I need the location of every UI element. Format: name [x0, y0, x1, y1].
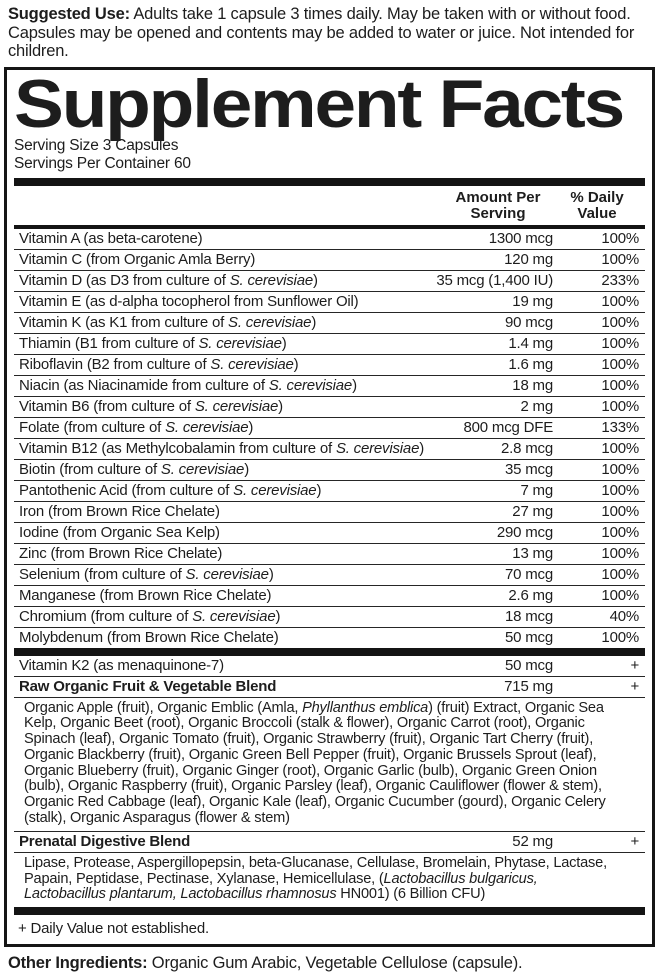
nutrient-daily-value: 100% — [601, 628, 639, 646]
nutrient-daily-value: 100% — [601, 439, 639, 457]
nutrient-row-vitamin-e — [14, 291, 645, 312]
thick-divider-bottom — [14, 907, 645, 915]
panel-title: Supplement Facts — [14, 65, 624, 142]
nutrient-row-zinc — [14, 543, 645, 564]
nutrient-daily-value: 100% — [601, 565, 639, 583]
thick-divider-middle — [14, 648, 645, 656]
nutrient-name: Vitamin D (as D3 from culture of S. cerevisiae) — [19, 271, 318, 289]
nutrient-amount: 2.8 mcg — [501, 439, 553, 457]
blend-row-fruit-vegetable — [14, 676, 645, 697]
nutrient-name: Vitamin B6 (from culture of S. cerevisiae) — [19, 397, 283, 415]
nutrient-amount: 1.6 mg — [508, 355, 553, 373]
daily-value-footnote: + Daily Value not established. — [18, 920, 209, 938]
nutrient-daily-value: 100% — [601, 313, 639, 331]
nutrient-amount: 35 mcg — [505, 460, 553, 478]
nutrient-amount: 18 mcg — [505, 607, 553, 625]
nutrient-row-biotin — [14, 459, 645, 480]
nutrient-daily-value: 100% — [601, 481, 639, 499]
nutrient-amount: 800 mcg DFE — [463, 418, 553, 436]
nutrient-amount: 35 mcg (1,400 IU) — [436, 271, 553, 289]
nutrient-daily-value: 100% — [601, 229, 639, 247]
nutrient-name: Thiamin (B1 from culture of S. cerevisiae) — [19, 334, 287, 352]
nutrient-daily-value: 100% — [601, 523, 639, 541]
blend-daily-value: + — [630, 677, 639, 695]
column-header-row — [14, 186, 645, 225]
nutrient-amount: 1.4 mg — [508, 334, 553, 352]
nutrient-daily-value: 100% — [601, 586, 639, 604]
nutrient-name: Iron (from Brown Rice Chelate) — [19, 502, 220, 520]
nutrient-name: Chromium (from culture of S. cerevisiae) — [19, 607, 281, 625]
nutrient-row-vitamin-b12 — [14, 438, 645, 459]
serving-info — [14, 137, 645, 173]
blend-amount: 52 mg — [512, 832, 553, 850]
nutrient-name: Niacin (as Niacinamide from culture of S. cerevisiae) — [19, 376, 357, 394]
suggested-use-label: Suggested Use: — [8, 5, 130, 23]
other-ingredients-label: Other Ingredients: — [8, 954, 148, 973]
nutrient-name: Vitamin A (as beta-carotene) — [19, 229, 203, 247]
nutrient-name: Folate (from culture of S. cerevisiae) — [19, 418, 254, 436]
nutrient-row-manganese — [14, 585, 645, 606]
nutrient-daily-value: 100% — [601, 502, 639, 520]
nutrient-amount: 2.6 mg — [508, 586, 553, 604]
other-ingredients-text: Organic Gum Arabic, Vegetable Cellulose (capsule). — [147, 954, 523, 973]
nutrient-row-vitamin-b6 — [14, 396, 645, 417]
nutrient-daily-value: + — [630, 656, 639, 674]
nutrient-row-iron — [14, 501, 645, 522]
nutrient-row-vitamin-a — [14, 229, 645, 249]
nutrient-amount: 7 mg — [520, 481, 553, 499]
nutrient-amount: 50 mcg — [505, 656, 553, 674]
nutrient-name: Vitamin E (as d-alpha tocopherol from Sunflower Oil) — [19, 292, 359, 310]
other-ingredients — [8, 954, 653, 973]
blend-row-prenatal-digestive — [14, 831, 645, 852]
blend-name: Raw Organic Fruit & Vegetable Blend — [19, 677, 277, 695]
nutrient-row-riboflavin — [14, 354, 645, 375]
nutrient-daily-value: 100% — [601, 397, 639, 415]
nutrient-name: Biotin (from culture of S. cerevisiae) — [19, 460, 249, 478]
blend-daily-value: + — [630, 832, 639, 850]
serving-size: Serving Size 3 Capsules — [14, 136, 179, 154]
nutrient-row-molybdenum — [14, 627, 645, 648]
nutrient-row-iodine — [14, 522, 645, 543]
nutrient-amount: 50 mcg — [505, 628, 553, 646]
nutrient-row-vitamin-c — [14, 249, 645, 270]
amount-per-serving-header: Amount Per Serving — [455, 188, 541, 222]
suggested-use-text: Adults take 1 capsule 3 times daily. May be taken with or without food. Capsules may be opened and contents may be added to water or juice. Not intended for children. — [8, 5, 635, 60]
nutrient-daily-value: 40% — [609, 607, 639, 625]
nutrient-amount: 19 mg — [512, 292, 553, 310]
fruit-vegetable-blend-ingredients: Organic Apple (fruit), Organic Emblic (Amla, Phyllanthus emblica) (fruit) Extract, Organic Sea Kelp, Organic Beet (root), Organic Broccoli (stalk & flower), Organic Carrot (root), Organic Spinach (leaf), Organic Tomato (fruit), Organic Strawberry (fruit), Organic Tart Cherry (fruit), Organic Blackberry (fruit), Organic Green Bell Pepper (fruit), Organic Brussels Sprout (leaf), Organic Blueberry (fruit), Organic Ginger (root), Organic Garlic (bulb), Organic Green Onion (bulb), Organic Raspberry (fruit), Organic Parsley (leaf), Organic Cauliflower (flower & stem), Organic Red Cabbage (leaf), Organic Kale (leaf), Organic Cucumber (gourd), Organic Celery (stalk), Organic Asparagus (flower & stem) — [14, 697, 645, 831]
nutrient-name: Vitamin K2 (as menaquinone-7) — [19, 656, 224, 674]
nutrient-daily-value: 100% — [601, 544, 639, 562]
nutrient-daily-value: 100% — [601, 334, 639, 352]
nutrient-amount: 70 mcg — [505, 565, 553, 583]
nutrient-name: Pantothenic Acid (from culture of S. cerevisiae) — [19, 481, 322, 499]
suggested-use — [8, 5, 653, 61]
servings-per-container: Servings Per Container 60 — [14, 154, 191, 172]
blend-amount: 715 mg — [504, 677, 553, 695]
nutrient-row-niacin — [14, 375, 645, 396]
nutrient-amount: 290 mcg — [496, 523, 553, 541]
nutrient-row-chromium — [14, 606, 645, 627]
nutrient-amount: 2 mg — [520, 397, 553, 415]
nutrient-name: Molybdenum (from Brown Rice Chelate) — [19, 628, 279, 646]
nutrient-amount: 120 mg — [504, 250, 553, 268]
nutrient-name: Iodine (from Organic Sea Kelp) — [19, 523, 220, 541]
nutrient-daily-value: 100% — [601, 250, 639, 268]
nutrient-name: Manganese (from Brown Rice Chelate) — [19, 586, 272, 604]
nutrient-amount: 90 mcg — [505, 313, 553, 331]
nutrient-daily-value: 100% — [601, 292, 639, 310]
thick-divider-top — [14, 178, 645, 186]
blend-name: Prenatal Digestive Blend — [19, 832, 191, 850]
nutrient-daily-value: 100% — [601, 355, 639, 373]
nutrient-row-vitamin-k — [14, 312, 645, 333]
nutrient-name: Riboflavin (B2 from culture of S. cerevisiae) — [19, 355, 299, 373]
panel-inner — [14, 65, 645, 945]
nutrient-name: Selenium (from culture of S. cerevisiae) — [19, 565, 274, 583]
nutrient-name: Vitamin C (from Organic Amla Berry) — [19, 250, 256, 268]
nutrient-amount: 1300 mcg — [488, 229, 553, 247]
supplement-facts-panel — [4, 67, 655, 948]
nutrient-amount: 18 mg — [512, 376, 553, 394]
nutrient-daily-value: 233% — [601, 271, 639, 289]
nutrient-amount: 27 mg — [512, 502, 553, 520]
nutrient-row-thiamin — [14, 333, 645, 354]
nutrient-row-folate — [14, 417, 645, 438]
daily-value-header: % Daily Value — [570, 188, 624, 222]
digestive-blend-ingredients: Lipase, Protease, Aspergillopepsin, beta-Glucanase, Cellulase, Bromelain, Phytase, Lactase, Papain, Peptidase, Pectinase, Xylanase, Hemicellulase, (Lactobacillus bulgaricus, Lactobacillus plantarum, Lactobacillus rhamnosus HN001) (6 Billion CFU) — [14, 852, 645, 907]
nutrient-name: Vitamin B12 (as Methylcobalamin from culture of S. cerevisiae) — [19, 439, 425, 457]
nutrient-row-vitamin-k2 — [14, 656, 645, 676]
nutrient-row-selenium — [14, 564, 645, 585]
nutrient-name: Zinc (from Brown Rice Chelate) — [19, 544, 223, 562]
nutrient-daily-value: 100% — [601, 460, 639, 478]
nutrient-daily-value: 133% — [601, 418, 639, 436]
nutrient-amount: 13 mg — [512, 544, 553, 562]
nutrient-row-vitamin-d — [14, 270, 645, 291]
nutrient-name: Vitamin K (as K1 from culture of S. cerevisiae) — [19, 313, 317, 331]
nutrient-row-pantothenic-acid — [14, 480, 645, 501]
nutrient-daily-value: 100% — [601, 376, 639, 394]
